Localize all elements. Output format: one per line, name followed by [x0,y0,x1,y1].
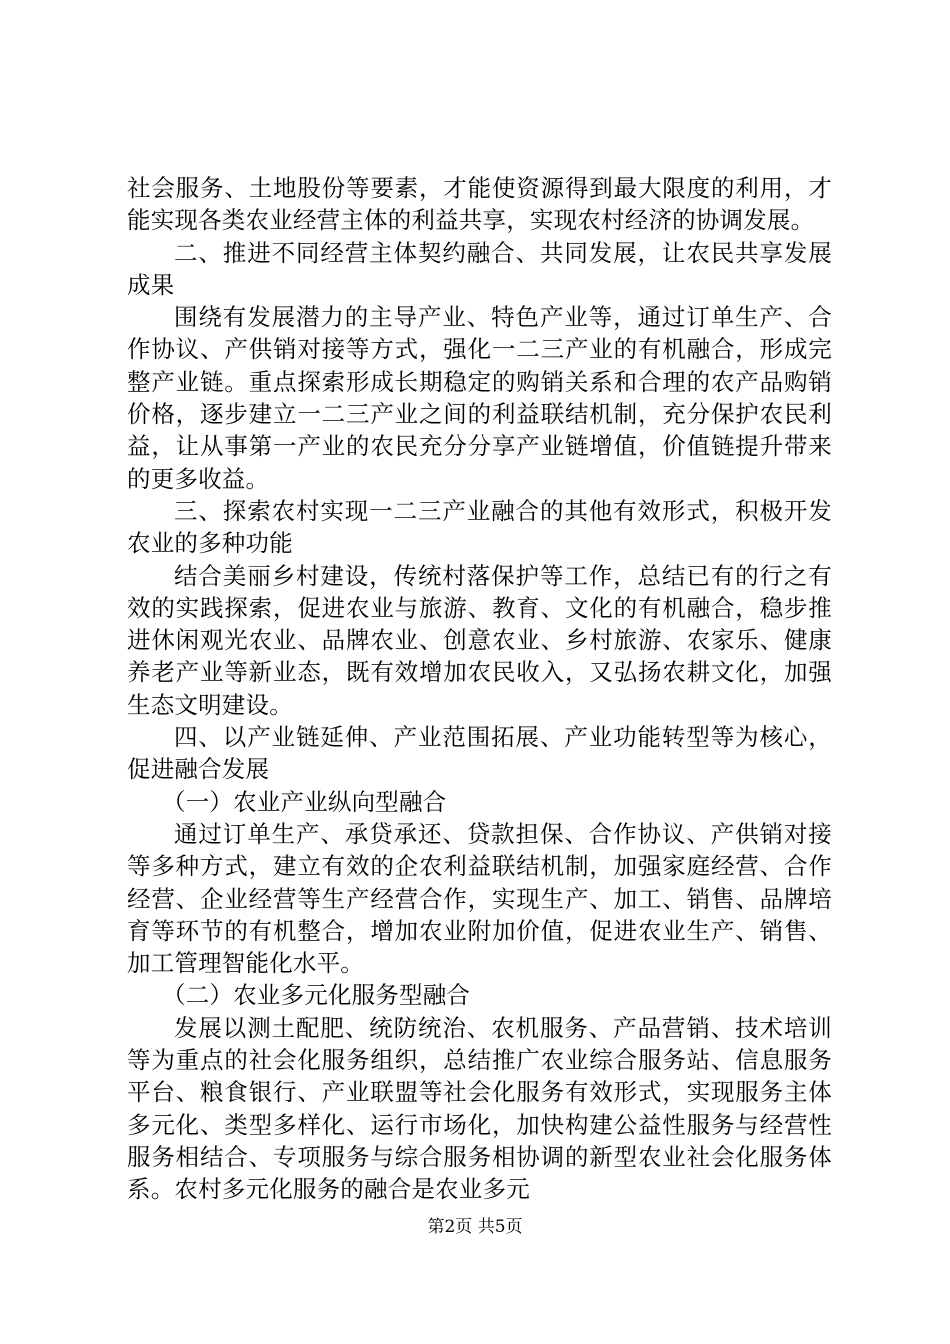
subheading-4-1: （一）农业产业纵向型融合 [162,787,447,816]
section-heading-3: 三、探索农村实现一二三产业融合的其他有效形式，积极开发农业的多种功能 [127,496,832,558]
section-heading-4: 四、以产业链延伸、产业范围拓展、产业功能转型等为核心，促进融合发展 [127,723,832,784]
paragraph-section-2: 围绕有发展潜力的主导产业、特色产业等，通过订单生产、合作协议、产供销对接等方式，强化一二三产业的有机融合，形成完整产业链。重点探索形成长期稳定的购销关系和合理的农产品购销价格，逐步建立一二三产业之间的利益联结机制，充分保护农民利益，让从事第一产业的农民充分分享产业链增值，价值链提升带来的更多收益。 [127,303,832,493]
paragraph-section-3: 结合美丽乡村建设，传统村落保护等工作，总结已有的行之有效的实践探索，促进农业与旅游、教育、文化的有机融合，稳步推进休闲观光农业、品牌农业、创意农业、乡村旅游、农家乐、健康养老产业等新业态，既有效增加农民收入，又弘扬农耕文化，加强生态文明建设。 [127,561,832,719]
section-heading-2: 二、推进不同经营主体契约融合、共同发展，让农民共享发展成果 [127,238,832,299]
paragraph-section-4-1: 通过订单生产、承贷承还、贷款担保、合作协议、产供销对接等多种方式，建立有效的企农利益联结机制，加强家庭经营、合作经营、企业经营等生产经营合作，实现生产、加工、销售、品牌培育等环节的有机整合，增加农业附加价值，促进农业生产、销售、加工管理智能化水平。 [127,819,832,978]
subheading-4-2: （二）农业多元化服务型融合 [162,981,471,1010]
paragraph-continuation: 社会服务、土地股份等要素，才能使资源得到最大限度的利用，才能实现各类农业经营主体的利益共享，实现农村经济的协调发展。 [127,174,832,235]
page-number-footer: 第2页 共5页 [427,1217,523,1237]
document-body [127,172,832,1206]
paragraph-section-4-2: 发展以测土配肥、统防统治、农机服务、产品营销、技术培训等为重点的社会化服务组织，总结推广农业综合服务站、信息服务平台、粮食银行、产业联盟等社会化服务有效形式，实现服务主体多元化、类型多样化、运行市场化，加快构建公益性服务与经营性服务相结合、专项服务与综合服务相协调的新型农业社会化服务体系。农村多元化服务的融合是农业多元 [127,1013,832,1204]
